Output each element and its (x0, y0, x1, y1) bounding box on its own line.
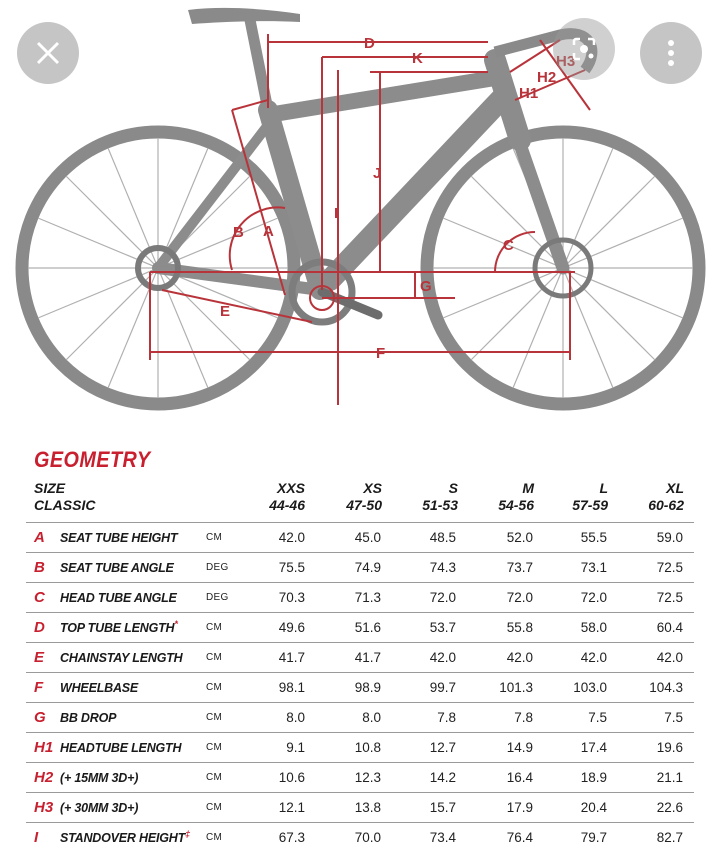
geometry-table (26, 522, 694, 852)
table-row (26, 822, 694, 852)
table-cell: 70.0 (354, 830, 381, 845)
classic-label: CLASSIC (34, 497, 96, 513)
table-cell: 10.6 (278, 770, 305, 785)
table-cell: 82.7 (656, 830, 683, 845)
more-options-button[interactable] (640, 22, 702, 84)
table-cell: 103.0 (573, 680, 607, 695)
dim-letter-e: E (220, 303, 231, 320)
dim-letter-h1: H1 (519, 85, 539, 102)
row-mark: * (174, 619, 178, 630)
table-cell: 55.8 (506, 620, 533, 635)
table-cell: 18.9 (580, 770, 607, 785)
row-mark: ‡ (185, 829, 190, 840)
table-cell: 72.0 (506, 590, 533, 605)
table-cell: 22.6 (656, 800, 683, 815)
table-row (26, 672, 694, 702)
table-row (26, 582, 694, 612)
table-cell: 41.7 (278, 650, 305, 665)
table-cell: 16.4 (506, 770, 533, 785)
table-cell: 49.6 (278, 620, 305, 635)
lens-icon (570, 35, 598, 63)
table-cell: 41.7 (354, 650, 381, 665)
table-row (26, 762, 694, 792)
dim-letter-d: D (364, 35, 375, 52)
table-cell: 72.5 (656, 590, 683, 605)
row-unit: CM (206, 682, 223, 693)
row-unit: DEG (206, 562, 229, 573)
row-unit: CM (206, 712, 223, 723)
table-cell: 76.4 (506, 830, 533, 845)
saddle (188, 8, 300, 24)
size-label: SIZE (34, 480, 66, 496)
table-cell: 12.3 (354, 770, 381, 785)
table-row (26, 642, 694, 672)
table-row (26, 702, 694, 732)
table-cell: 17.4 (580, 740, 607, 755)
table-cell: 42.0 (278, 530, 305, 545)
table-cell: 73.7 (506, 560, 533, 575)
table-cell: 7.8 (437, 710, 456, 725)
row-code: A (34, 529, 45, 546)
table-cell: 104.3 (649, 680, 683, 695)
dim-letter-i: I (334, 205, 339, 222)
table-cell: 73.4 (429, 830, 456, 845)
row-code: H3 (34, 799, 54, 816)
table-cell: 42.0 (580, 650, 607, 665)
table-cell: 7.5 (588, 710, 607, 725)
table-cell: 98.9 (354, 680, 381, 695)
row-code: B (34, 559, 45, 576)
row-label: TOP TUBE LENGTH* (60, 619, 178, 636)
close-button[interactable] (17, 22, 79, 84)
table-cell: 79.7 (580, 830, 607, 845)
dim-letter-h3: H3 (556, 53, 576, 70)
row-code: C (34, 589, 45, 606)
size-header-m: M 54-56 (498, 480, 534, 513)
row-unit: DEG (206, 592, 229, 603)
row-code: G (34, 709, 46, 726)
table-cell: 67.3 (278, 830, 305, 845)
table-row (26, 522, 694, 552)
row-code: F (34, 679, 44, 696)
dim-letter-c: C (503, 237, 514, 254)
table-cell: 42.0 (656, 650, 683, 665)
lens-button[interactable] (553, 18, 615, 80)
table-cell: 9.1 (286, 740, 305, 755)
size-header-s: S 51-53 (422, 480, 458, 513)
table-cell: 51.6 (354, 620, 381, 635)
table-cell: 75.5 (278, 560, 305, 575)
row-label: BB DROP (60, 711, 117, 726)
row-label: SEAT TUBE HEIGHT (60, 531, 178, 546)
row-unit: CM (206, 802, 223, 813)
dim-letter-f: F (376, 345, 386, 362)
dim-letter-g: G (420, 278, 432, 295)
dim-letter-j: J (373, 165, 382, 182)
table-cell: 17.9 (506, 800, 533, 815)
table-cell: 72.0 (580, 590, 607, 605)
row-label: STANDOVER HEIGHT‡ (60, 829, 190, 846)
table-cell: 20.4 (580, 800, 607, 815)
table-cell: 12.7 (429, 740, 456, 755)
table-cell: 13.8 (354, 800, 381, 815)
table-row (26, 792, 694, 822)
table-cell: 14.2 (429, 770, 456, 785)
table-cell: 99.7 (429, 680, 456, 695)
row-label: HEAD TUBE ANGLE (60, 591, 177, 606)
row-label: (+ 30MM 3D+) (60, 801, 139, 816)
table-cell: 42.0 (506, 650, 533, 665)
more-vertical-icon (667, 39, 675, 67)
row-label: SEAT TUBE ANGLE (60, 561, 174, 576)
table-row (26, 732, 694, 762)
table-cell: 12.1 (278, 800, 305, 815)
table-cell: 7.5 (664, 710, 683, 725)
row-code: H1 (34, 739, 54, 756)
row-code: I (34, 829, 39, 846)
table-cell: 55.5 (580, 530, 607, 545)
table-cell: 74.3 (429, 560, 456, 575)
table-cell: 14.9 (506, 740, 533, 755)
table-cell: 19.6 (656, 740, 683, 755)
table-cell: 59.0 (656, 530, 683, 545)
geometry-title: GEOMETRY (34, 447, 151, 472)
row-label: (+ 15MM 3D+) (60, 771, 139, 786)
table-cell: 71.3 (354, 590, 381, 605)
table-cell: 42.0 (429, 650, 456, 665)
row-label: CHAINSTAY LENGTH (60, 651, 183, 666)
row-label: HEADTUBE LENGTH (60, 741, 182, 756)
row-unit: CM (206, 772, 223, 783)
close-icon (35, 40, 61, 66)
size-header-l: L 57-59 (572, 480, 608, 513)
dim-letter-b: B (233, 224, 244, 241)
table-cell: 60.4 (656, 620, 683, 635)
row-unit: CM (206, 832, 223, 843)
table-cell: 15.7 (429, 800, 456, 815)
row-unit: CM (206, 622, 223, 633)
table-cell: 72.5 (656, 560, 683, 575)
table-cell: 98.1 (278, 680, 305, 695)
table-cell: 58.0 (580, 620, 607, 635)
table-cell: 45.0 (354, 530, 381, 545)
table-cell: 10.8 (354, 740, 381, 755)
table-cell: 73.1 (580, 560, 607, 575)
table-cell: 70.3 (278, 590, 305, 605)
table-row (26, 552, 694, 582)
dim-letter-k: K (412, 50, 423, 67)
row-code: D (34, 619, 45, 636)
row-unit: CM (206, 532, 223, 543)
row-label: WHEELBASE (60, 681, 139, 696)
table-cell: 7.8 (514, 710, 533, 725)
table-cell: 101.3 (499, 680, 533, 695)
table-cell: 53.7 (429, 620, 456, 635)
dim-letter-a: A (263, 223, 274, 240)
table-cell: 72.0 (429, 590, 456, 605)
size-header-xs: XS 47-50 (346, 480, 382, 513)
table-cell: 21.1 (656, 770, 683, 785)
table-cell: 8.0 (286, 710, 305, 725)
table-cell: 48.5 (429, 530, 456, 545)
dim-letter-h2: H2 (537, 69, 557, 86)
table-row (26, 612, 694, 642)
row-code: H2 (34, 769, 54, 786)
size-header-xxs: XXS 44-46 (269, 480, 305, 513)
row-unit: CM (206, 742, 223, 753)
row-code: E (34, 649, 45, 666)
size-header-xl: XL 60-62 (648, 480, 684, 513)
table-cell: 52.0 (506, 530, 533, 545)
table-cell: 8.0 (362, 710, 381, 725)
table-cell: 74.9 (354, 560, 381, 575)
row-unit: CM (206, 652, 223, 663)
